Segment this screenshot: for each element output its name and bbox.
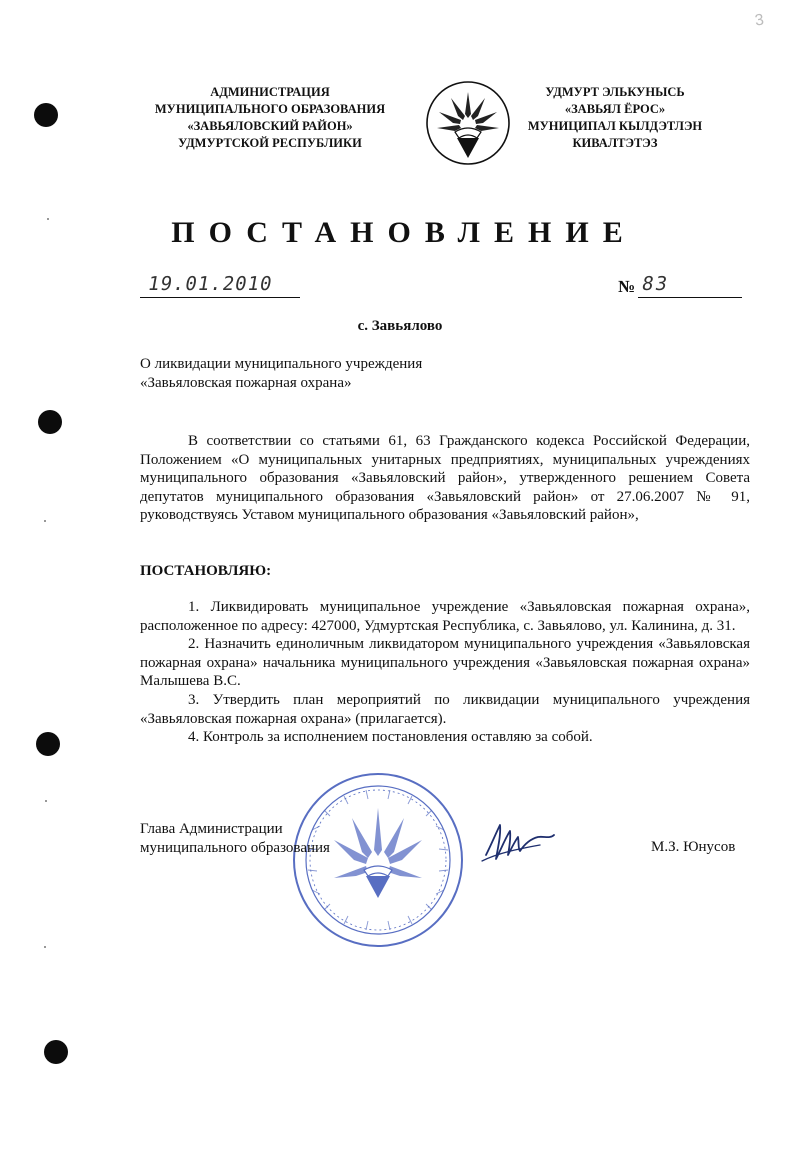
header-left-authority [130, 84, 410, 152]
signatory-title [140, 820, 330, 858]
resolution-items [140, 598, 750, 747]
header-right-line: УДМУРТ ЭЛЬКУНЫСЬ [545, 85, 685, 99]
preamble-paragraph: В соответствии со статьями 61, 63 Гражданского кодекса Российской Федерации, Положением «О муниципальных унитарных предприятиях, муниципальных учреждениях муниципального образования «Завьяловский район», утвержденного решением Совета депутатов муниципального образования «Завьяловский район» от 27.06.2007 № 91, руководствуясь Уставом муниципального образования «Завьяловский район», [140, 433, 750, 524]
header-left-line: «ЗАВЬЯЛОВСКИЙ РАЙОН» [187, 119, 353, 133]
scan-speck [44, 520, 46, 522]
document-subject [140, 355, 422, 393]
date-field [140, 273, 300, 298]
header-left-line: УДМУРТСКОЙ РЕСПУБЛИКИ [178, 136, 362, 150]
binder-hole [34, 103, 58, 127]
header-left-line: МУНИЦИПАЛЬНОГО ОБРАЗОВАНИЯ [154, 102, 386, 116]
place-of-issue: с. Завьялово [357, 318, 443, 334]
subject-line: О ликвидации муниципального учреждения [140, 356, 423, 372]
binder-hole [44, 1040, 68, 1064]
coat-of-arms-emblem [425, 80, 511, 166]
handwritten-signature [478, 815, 558, 870]
date-value: 19.01.2010 [146, 273, 275, 295]
header-right-line: МУНИЦИПАЛ КЫЛДЭТЛЭН [527, 119, 703, 133]
resolution-item: 2. Назначить единоличным ликвидатором муниципального учреждения «Завьяловская пожарная охрана» начальника муниципального учреждения «Завьяловская пожарная охрана» Малышева В.С. [140, 636, 750, 690]
official-stamp [290, 770, 466, 950]
scan-speck [44, 946, 46, 948]
header-left-line: АДМИНИСТРАЦИЯ [210, 85, 330, 99]
signatory-title-line: Глава Администрации [140, 821, 283, 837]
binder-hole [36, 732, 60, 756]
resolution-item: 3. Утвердить план мероприятий по ликвидации муниципального учреждения «Завьяловская пожарная охрана» (прилагается). [140, 691, 750, 727]
signatory-title-line: муниципального образования [140, 840, 330, 856]
number-label: № [618, 277, 636, 296]
header-right-line: «ЗАВЬЯЛ ЁРОС» [564, 102, 666, 116]
number-value: 83 [640, 273, 671, 295]
resolution-item: 1. Ликвидировать муниципальное учреждение «Завьяловская пожарная охрана», расположенное по адресу: 427000, Удмуртская Республика, с. Завьялово, ул. Калинина, д. 31. [140, 599, 750, 634]
resolution-item: 4. Контроль за исполнением постановления оставляю за собой. [188, 729, 593, 746]
scan-speck [45, 800, 47, 802]
header-right-line: КИВАЛТЭТЭЗ [572, 136, 658, 150]
number-field [638, 273, 742, 298]
signatory-name: М.З. Юнусов [651, 839, 736, 855]
subject-line: «Завьяловская пожарная охрана» [140, 375, 352, 391]
resolve-heading: ПОСТАНОВЛЯЮ: [140, 563, 272, 579]
binder-hole [38, 410, 62, 434]
document-title: ПОСТАНОВЛЕНИЕ [171, 216, 637, 249]
header-right-authority [500, 84, 730, 152]
page-number-mark: 3 [753, 11, 766, 30]
